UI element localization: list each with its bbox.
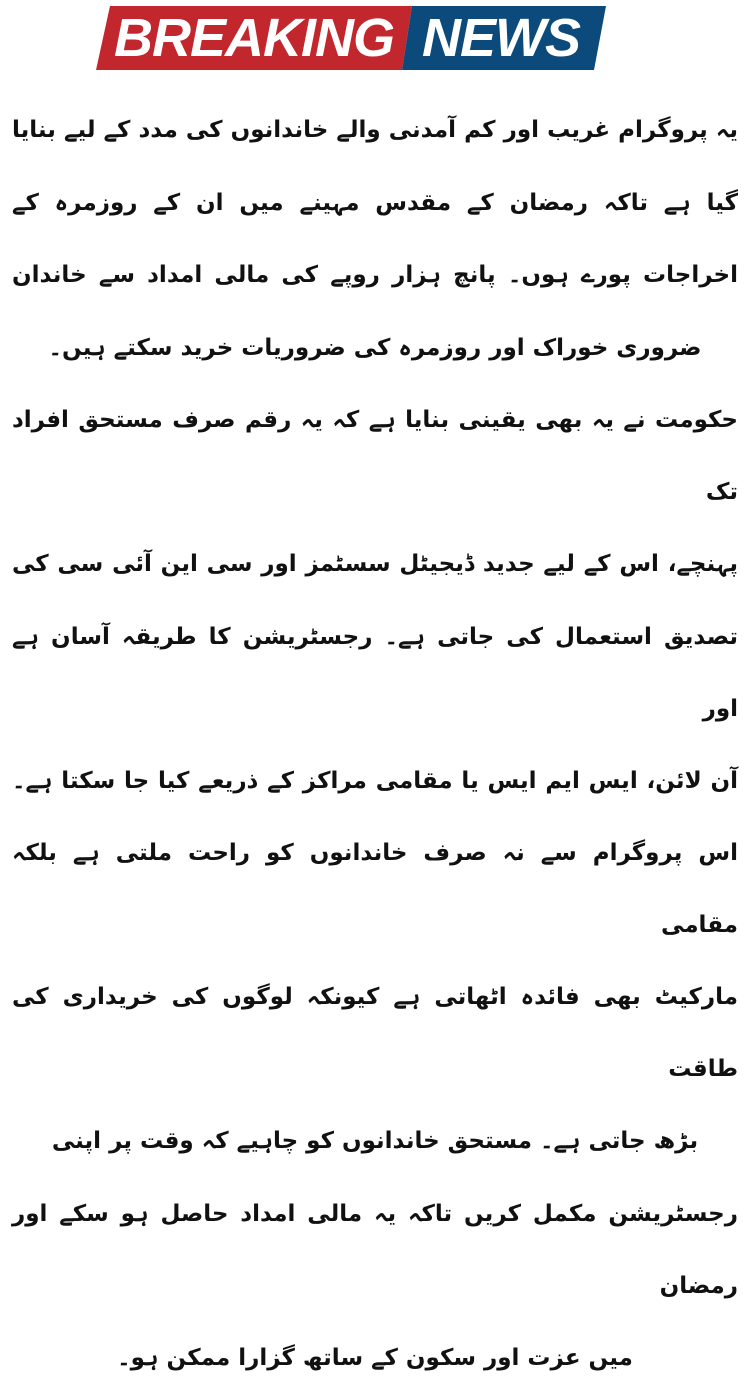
article-line: ضروری خوراک اور روزمرہ کی ضروریات خرید سکتے ہیں۔ (12, 312, 738, 385)
article-line: گیا ہے تاکہ رمضان کے مقدس مہینے میں ان کے روزمرہ کے (12, 167, 738, 240)
article-line: اخراجات پورے ہوں۔ پانچ ہزار روپے کی مالی امداد سے خاندان (12, 239, 738, 312)
article-line: آن لائن، ایس ایم ایس یا مقامی مراکز کے ذریعے کیا جا سکتا ہے۔ (12, 745, 738, 818)
breaking-news-banner (96, 6, 606, 70)
article-line: تصدیق استعمال کی جاتی ہے۔ رجسٹریشن کا طریقہ آسان ہے اور (12, 601, 738, 745)
banner-word-breaking: BREAKING (114, 8, 394, 68)
article-line: حکومت نے یہ بھی یقینی بنایا ہے کہ یہ رقم صرف مستحق افراد تک (12, 384, 738, 528)
article-line: یہ پروگرام غریب اور کم آمدنی والے خاندانوں کی مدد کے لیے بنایا (12, 94, 738, 167)
banner-word-news: NEWS (422, 8, 580, 68)
article-line: اس پروگرام سے نہ صرف خاندانوں کو راحت ملتی ہے بلکہ مقامی (12, 817, 738, 961)
article-line: رجسٹریشن مکمل کریں تاکہ یہ مالی امداد حاصل ہو سکے اور رمضان (12, 1178, 738, 1322)
article-line: بڑھ جاتی ہے۔ مستحق خاندانوں کو چاہیے کہ وقت پر اپنی (12, 1105, 738, 1178)
article-line: مارکیٹ بھی فائدہ اٹھاتی ہے کیونکہ لوگوں کی خریداری کی طاقت (12, 961, 738, 1105)
article-line: میں عزت اور سکون کے ساتھ گزارا ممکن ہو۔ (12, 1322, 738, 1394)
article-line: پہنچے، اس کے لیے جدید ڈیجیٹل سسٹمز اور سی این آئی سی کی (12, 528, 738, 601)
article-body (12, 94, 738, 1394)
